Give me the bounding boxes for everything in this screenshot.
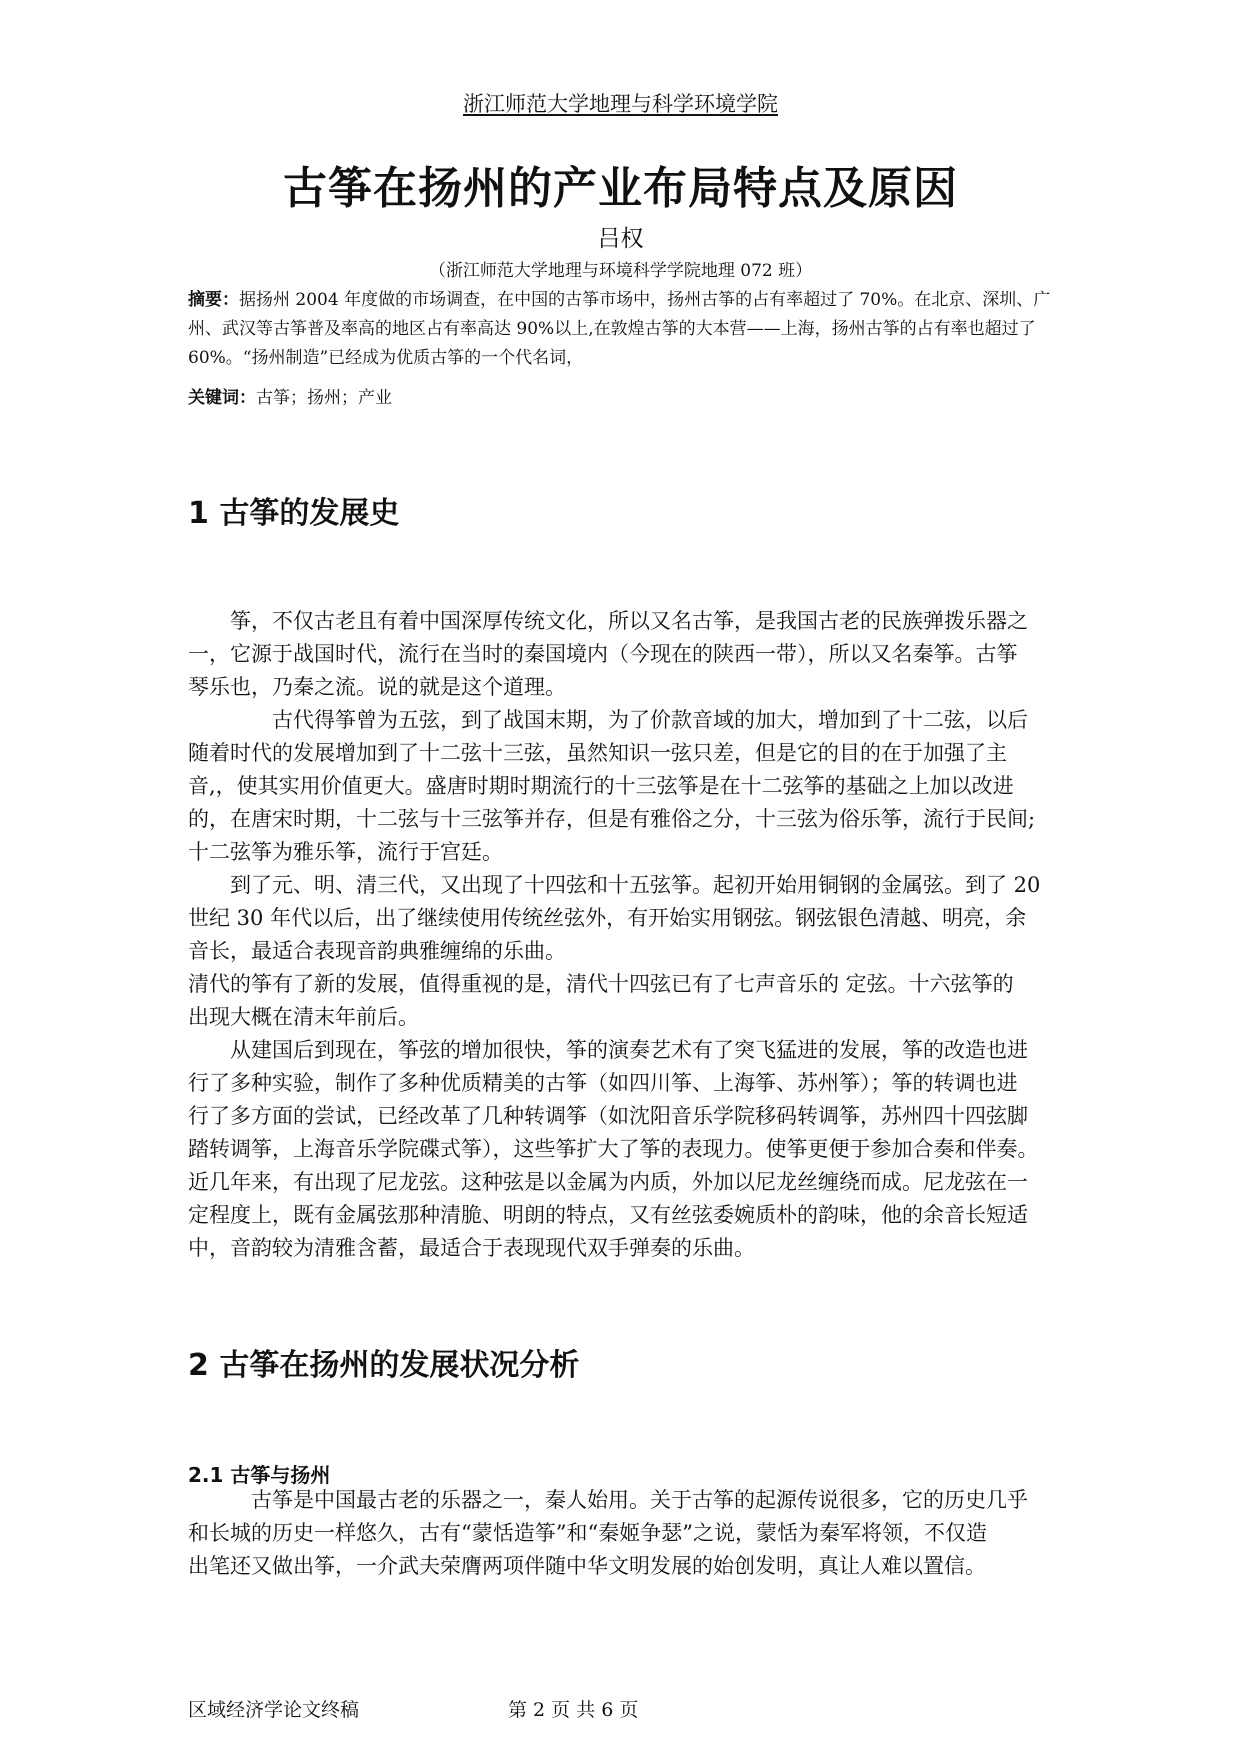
text-line: 行了多方面的尝试，已经改革了几种转调筝（如沈阳音乐学院移码转调筝，苏州四十四弦脚 bbox=[188, 1104, 1028, 1128]
text-line: 琴乐也，乃秦之流。说的就是这个道理。 bbox=[188, 675, 566, 699]
paper-title: 古筝在扬州的产业布局特点及原因 bbox=[283, 163, 958, 214]
text-line: 一，它源于战国时代，流行在当时的秦国境内（今现在的陕西一带），所以又名秦筝。古筝 bbox=[188, 642, 1018, 666]
text-line: 世纪 30 年代以后，出了继续使用传统丝弦外，有开始实用钢弦。钢弦银色清越、明亮，余 bbox=[188, 906, 1027, 930]
text-line: 行了多种实验，制作了多种优质精美的古筝（如四川筝、上海筝、苏州筝）；筝的转调也进 bbox=[188, 1071, 1018, 1095]
section-1-heading: 1 古筝的发展史 bbox=[188, 496, 400, 531]
text-line: 随着时代的发展增加到了十二弦十三弦，虽然知识一弦只差，但是它的目的在于加强了主 bbox=[188, 741, 1007, 765]
keywords-label: 关键词： bbox=[188, 388, 256, 408]
text-line: 筝，不仅古老且有着中国深厚传统文化，所以又名古筝，是我国古老的民族弹拨乐器之 bbox=[188, 609, 1028, 633]
abstract-text: 据扬州 2004 年度做的市场调查，在中国的古筝市场中，扬州古筝的占有率超过了 70%。在北京、深圳、广州、武汉等古筝普及率高的地区占有率高达 90%以上,在敦煌古筝的大本营——上海，扬州古筝的占有率也超过了 60%。“扬州制造”已经成为优质古筝的一个代名词， bbox=[188, 290, 1051, 368]
text-line: 古筝是中国最古老的乐器之一，秦人始用。关于古筝的起源传说很多，它的历史几乎 bbox=[188, 1488, 1028, 1512]
abstract-label: 摘要： bbox=[188, 290, 239, 310]
text-line: 到了元、明、清三代，又出现了十四弦和十五弦筝。起初开始用铜钢的金属弦。到了 20 bbox=[188, 873, 1041, 897]
text-line: 出笔还又做出筝，一介武夫荣膺两项伴随中华文明发展的始创发明，真让人难以置信。 bbox=[188, 1554, 986, 1578]
text-line: 中，音韵较为清雅含蓄，最适合于表现现代双手弹奏的乐曲。 bbox=[188, 1236, 755, 1260]
header-text: 浙江师范大学地理与科学环境学院 bbox=[463, 92, 778, 116]
keywords bbox=[188, 384, 392, 413]
author: 吕权 bbox=[597, 226, 644, 252]
subsection-2-1-body bbox=[188, 1484, 1078, 1583]
text-line: 定程度上，既有金属弦那种清脆、明朗的特点，又有丝弦委婉质朴的韵味，他的余音长短适 bbox=[188, 1203, 1028, 1227]
text-line: 十二弦筝为雅乐筝，流行于宫廷。 bbox=[188, 840, 503, 864]
page-header bbox=[0, 88, 1241, 118]
text-line: 和长城的历史一样悠久，古有“蒙恬造筝”和“秦姬争瑟”之说，蒙恬为秦军将领，不仅造 bbox=[188, 1521, 987, 1545]
text-line: 近几年来，有出现了尼龙弦。这种弦是以金属为内质，外加以尼龙丝缠绕而成。尼龙弦在一 bbox=[188, 1170, 1028, 1194]
subsection-2-1-heading: 2.1 古筝与扬州 bbox=[188, 1463, 331, 1487]
abstract bbox=[188, 286, 1060, 373]
text-line: 踏转调筝，上海音乐学院碟式筝），这些筝扩大了筝的表现力。使筝更便于参加合奏和伴奏。 bbox=[188, 1137, 1039, 1161]
text-line: 音长，最适合表现音韵典雅缠绵的乐曲。 bbox=[188, 939, 566, 963]
text-line: 出现大概在清末年前后。 bbox=[188, 1005, 419, 1029]
text-line: 古代得筝曾为五弦，到了战国末期，为了价款音域的加大，增加到了十二弦，以后 bbox=[188, 708, 1028, 732]
section-2-heading: 2 古筝在扬州的发展状况分析 bbox=[188, 1348, 580, 1383]
text-line: 音,，使其实用价值更大。盛唐时期时期流行的十三弦筝是在十二弦筝的基础之上加以改进 bbox=[188, 774, 1014, 798]
affiliation: （浙江师范大学地理与环境科学学院地理 072 班） bbox=[428, 261, 813, 281]
text-line: 的，在唐宋时期，十二弦与十三弦筝并存，但是有雅俗之分，十三弦为俗乐筝，流行于民间; bbox=[188, 807, 1036, 831]
footer-label: 区域经济学论文终稿 bbox=[188, 1699, 360, 1721]
page-number: 第 2 页 共 6 页 bbox=[508, 1699, 639, 1721]
section-1-body bbox=[188, 605, 1078, 1265]
text-line: 从建国后到现在，筝弦的增加很快，筝的演奏艺术有了突飞猛进的发展，筝的改造也进 bbox=[188, 1038, 1028, 1062]
keywords-text: 古筝；扬州；产业 bbox=[256, 388, 392, 408]
text-line: 清代的筝有了新的发展，值得重视的是，清代十四弦已有了七声音乐的 定弦。十六弦筝的 bbox=[188, 972, 1014, 996]
